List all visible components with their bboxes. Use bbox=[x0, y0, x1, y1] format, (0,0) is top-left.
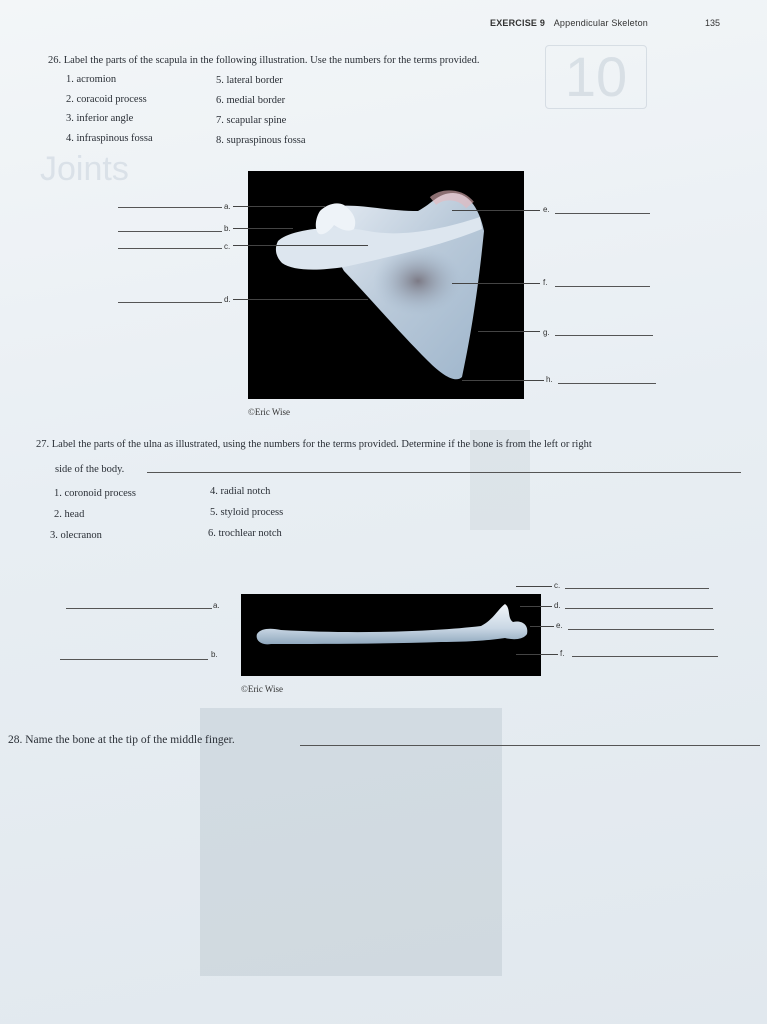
leader-line bbox=[478, 331, 540, 332]
answer-line[interactable] bbox=[118, 207, 222, 208]
photo-credit: ©Eric Wise bbox=[241, 684, 284, 694]
callout-label: f. bbox=[543, 278, 548, 287]
leader-line bbox=[530, 626, 554, 627]
callout-label: e. bbox=[543, 205, 550, 214]
callout-label: g. bbox=[543, 328, 550, 337]
leader-line bbox=[233, 206, 325, 207]
leader-line bbox=[516, 654, 558, 655]
q27-term: 6. trochlear notch bbox=[208, 528, 282, 539]
q26-term: 8. supraspinous fossa bbox=[216, 135, 306, 146]
ulna-photo bbox=[241, 594, 541, 676]
page-number: 135 bbox=[705, 18, 721, 28]
callout-label: a. bbox=[213, 601, 220, 610]
callout-label: f. bbox=[560, 649, 565, 658]
answer-line[interactable] bbox=[568, 629, 714, 630]
callout-label: c. bbox=[224, 242, 231, 251]
callout-label: b. bbox=[224, 224, 231, 233]
ulna-illustration bbox=[241, 594, 541, 676]
exercise-number: EXERCISE 9 bbox=[490, 18, 546, 28]
q26-term: 2. coracoid process bbox=[66, 94, 147, 105]
answer-line[interactable] bbox=[118, 302, 222, 303]
callout-label: h. bbox=[546, 375, 553, 384]
q27-term: 4. radial notch bbox=[210, 486, 271, 497]
answer-line[interactable] bbox=[118, 248, 222, 249]
q28-prompt: 28. Name the bone at the tip of the middle finger. bbox=[8, 734, 235, 746]
callout-label: c. bbox=[554, 581, 561, 590]
answer-line[interactable] bbox=[66, 608, 212, 609]
callout-label: b. bbox=[211, 650, 218, 659]
answer-line[interactable] bbox=[565, 588, 709, 589]
q27-term: 3. olecranon bbox=[50, 530, 102, 541]
side-answer-line[interactable] bbox=[147, 472, 741, 473]
leader-line bbox=[452, 210, 540, 211]
leader-line bbox=[516, 586, 552, 587]
callout-label: a. bbox=[224, 202, 231, 211]
answer-line[interactable] bbox=[118, 231, 222, 232]
section-title: Appendicular Skeleton bbox=[553, 18, 648, 28]
answer-line[interactable] bbox=[555, 286, 650, 287]
ghost-chapter-title: Joints bbox=[40, 150, 129, 188]
answer-line[interactable] bbox=[565, 608, 713, 609]
answer-line[interactable] bbox=[572, 656, 718, 657]
leader-line bbox=[233, 299, 368, 300]
q27-term: 5. styloid process bbox=[210, 507, 284, 518]
callout-label: d. bbox=[224, 295, 231, 304]
leader-line bbox=[520, 606, 552, 607]
callout-label: e. bbox=[556, 621, 563, 630]
callout-label: d. bbox=[554, 601, 561, 610]
answer-line[interactable] bbox=[60, 659, 208, 660]
ghost-photo bbox=[200, 708, 502, 976]
leader-line bbox=[233, 245, 368, 246]
leader-line bbox=[233, 228, 293, 229]
answer-line[interactable] bbox=[558, 383, 656, 384]
q27-prompt-cont: side of the body. bbox=[55, 464, 125, 475]
q26-prompt: 26. Label the parts of the scapula in the following illustration. Use the numbers for the terms provided. bbox=[48, 55, 480, 66]
q26-term: 6. medial border bbox=[216, 95, 286, 106]
q27-term: 2. head bbox=[54, 509, 85, 520]
answer-line[interactable] bbox=[555, 335, 653, 336]
running-header bbox=[490, 18, 648, 28]
answer-line[interactable] bbox=[300, 745, 760, 746]
q26-term: 7. scapular spine bbox=[216, 115, 287, 126]
q26-term: 1. acromion bbox=[66, 74, 117, 85]
q26-term: 3. inferior angle bbox=[66, 113, 134, 124]
photo-credit: ©Eric Wise bbox=[248, 407, 291, 417]
answer-line[interactable] bbox=[555, 213, 650, 214]
leader-line bbox=[462, 380, 544, 381]
q27-prompt: 27. Label the parts of the ulna as illustrated, using the numbers for the terms provided. Determine if the bone is from the left or right bbox=[36, 439, 592, 450]
ghost-chapter-number: 10 bbox=[545, 45, 647, 109]
leader-line bbox=[452, 283, 540, 284]
q26-term: 5. lateral border bbox=[216, 75, 283, 86]
q27-term: 1. coronoid process bbox=[54, 488, 136, 499]
q26-term: 4. infraspinous fossa bbox=[66, 133, 153, 144]
